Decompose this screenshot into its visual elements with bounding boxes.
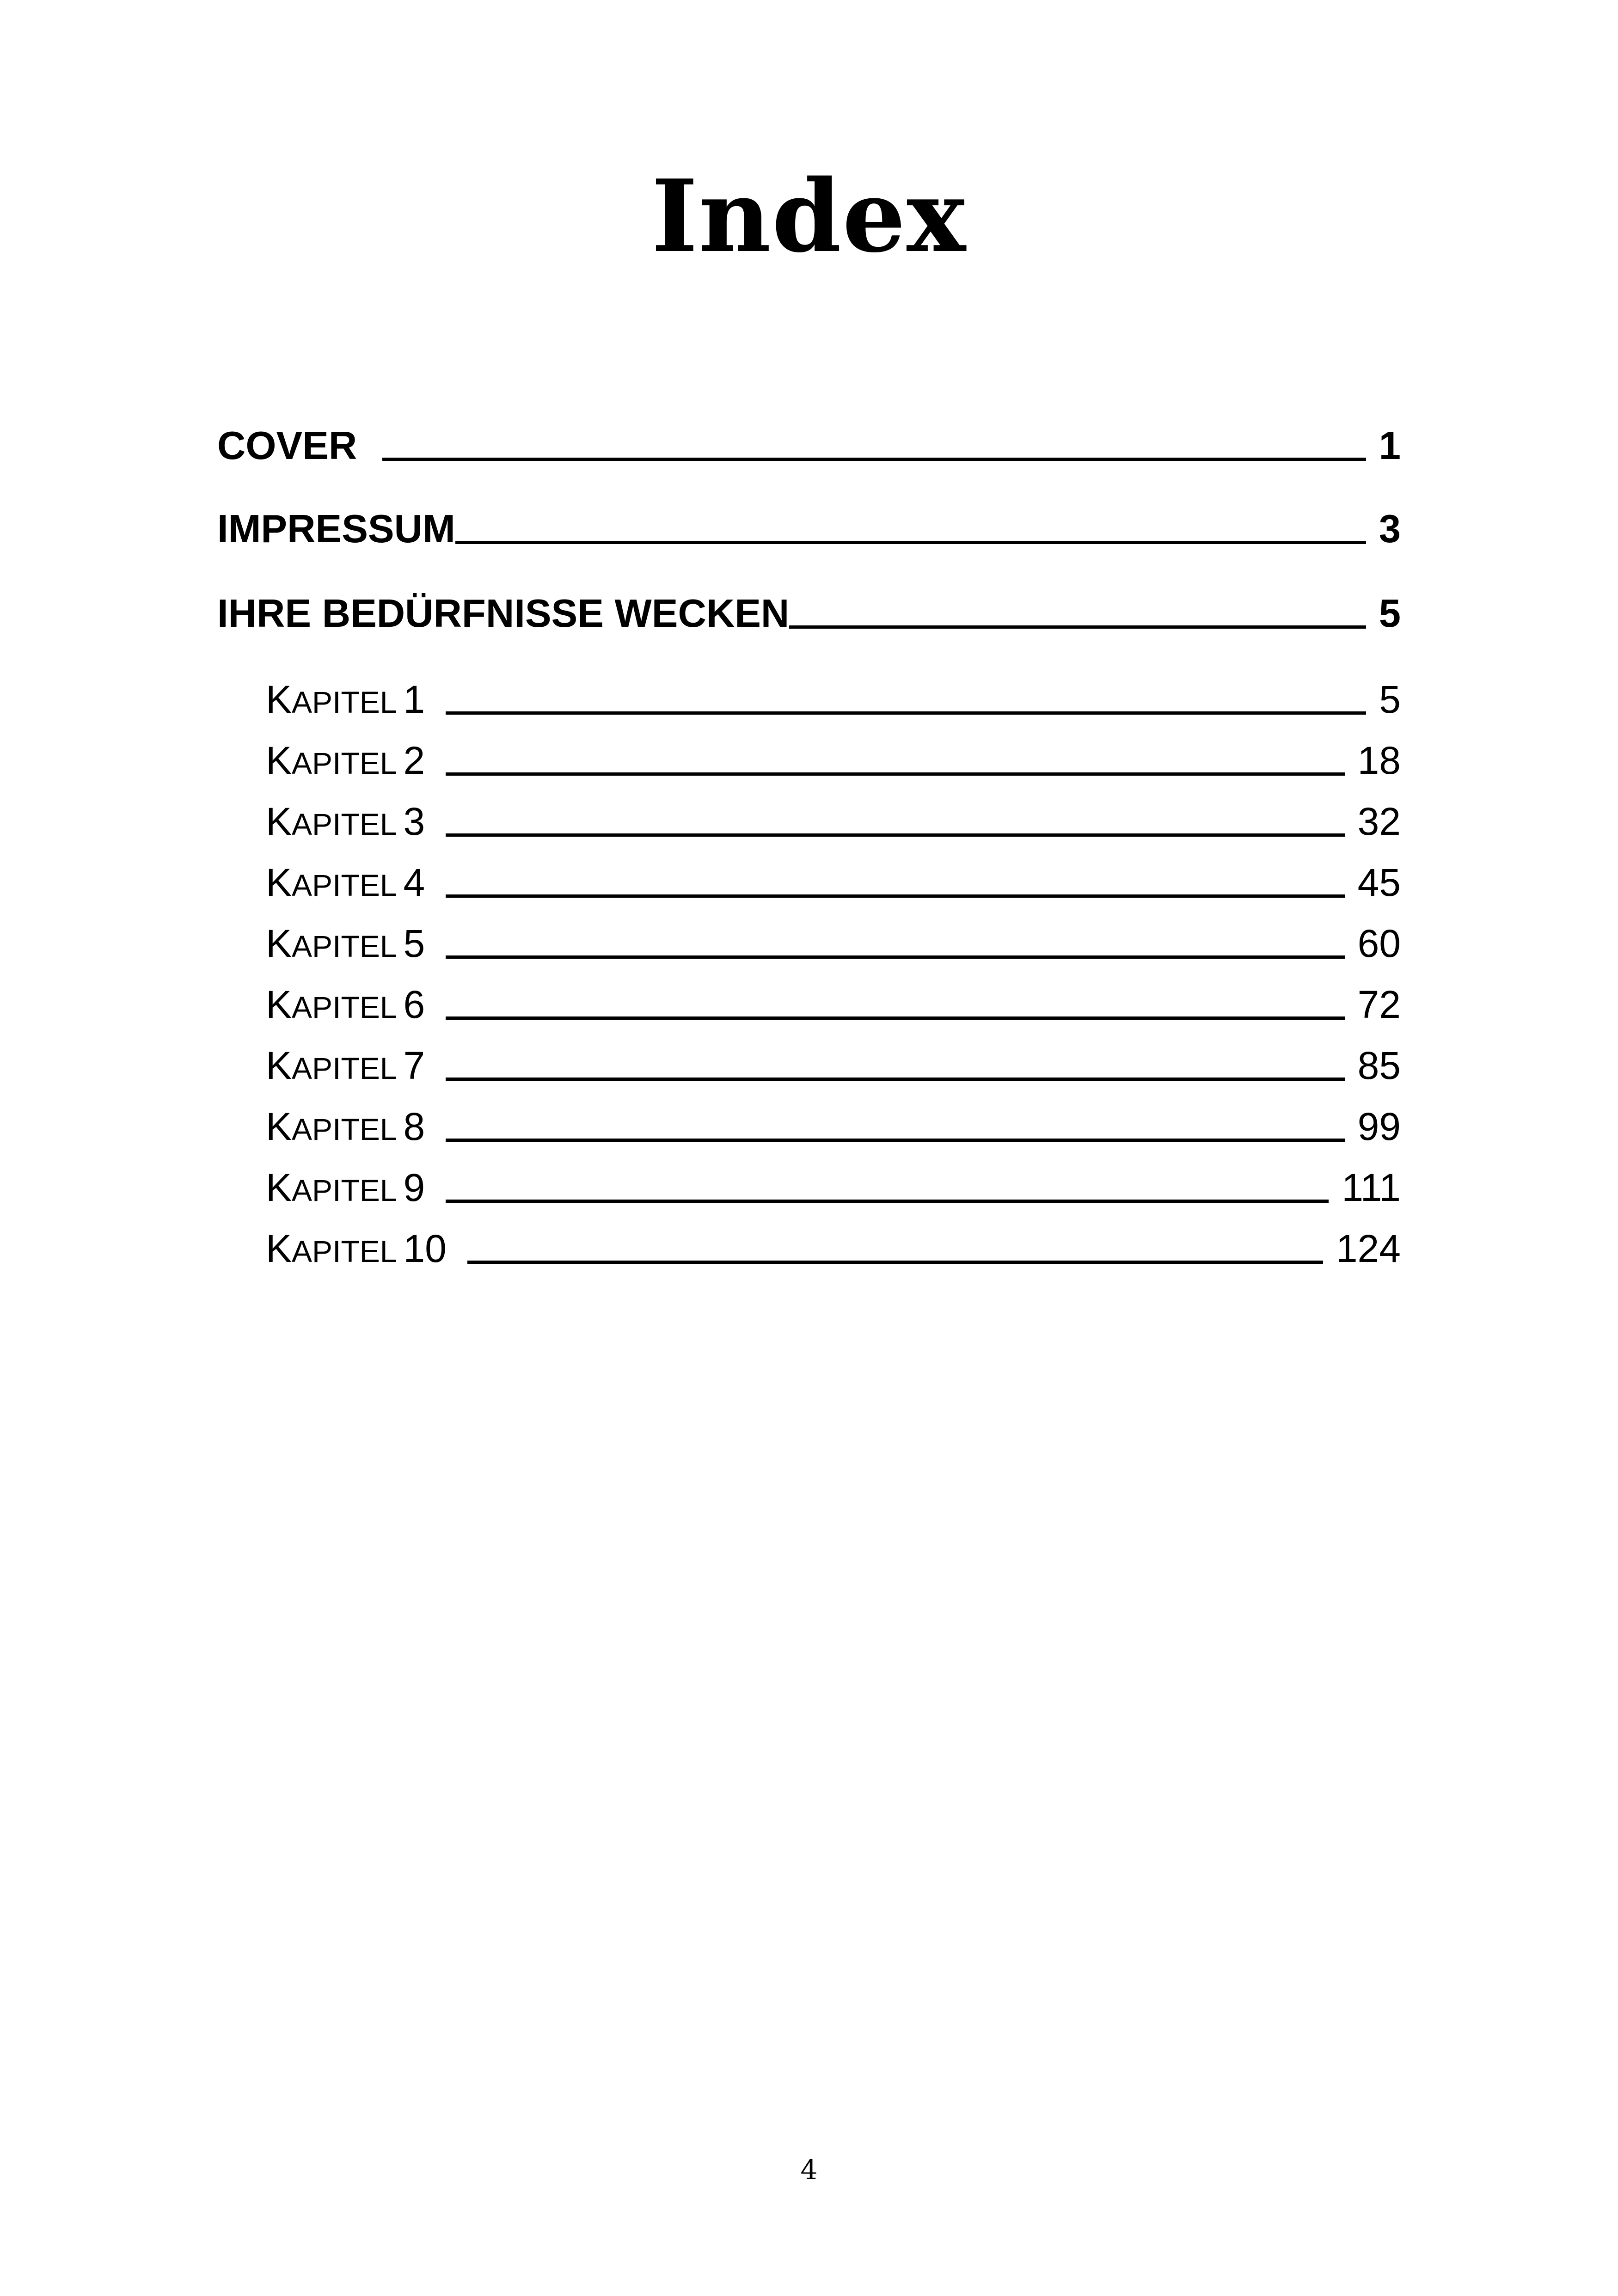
toc-chapter-page: 72 bbox=[1357, 983, 1401, 1026]
toc-entry-label: IHRE BEDÜRFNISSE WECKEN bbox=[217, 592, 790, 636]
toc-leader-line bbox=[446, 1200, 1329, 1203]
toc-chapter-label: KAPITEL 7 bbox=[266, 1044, 425, 1087]
toc-chapter-7[interactable] bbox=[266, 1042, 1401, 1091]
toc-chapter-label: KAPITEL 3 bbox=[266, 800, 425, 843]
toc-entry-label: IMPRESSUM bbox=[217, 507, 455, 551]
toc-entry-ihre-beduerfnisse-wecken[interactable] bbox=[217, 591, 1401, 637]
toc-chapter-label: KAPITEL 4 bbox=[266, 861, 425, 904]
toc-chapter-page: 60 bbox=[1357, 922, 1401, 965]
toc-leader-line bbox=[446, 1139, 1344, 1142]
toc-chapter-page: 18 bbox=[1357, 739, 1401, 782]
toc-chapter-2[interactable] bbox=[266, 737, 1401, 786]
toc-entry-page: 5 bbox=[1379, 592, 1401, 636]
toc-entry-label: COVER bbox=[217, 424, 357, 468]
toc-leader-line bbox=[446, 894, 1344, 898]
toc-chapter-8[interactable] bbox=[266, 1103, 1401, 1152]
toc-chapter-label: KAPITEL 2 bbox=[266, 739, 425, 782]
toc-leader-line bbox=[467, 1261, 1323, 1264]
toc-chapter-1[interactable] bbox=[266, 676, 1401, 725]
toc-chapter-label: KAPITEL 6 bbox=[266, 983, 425, 1026]
toc-leader-line bbox=[446, 1078, 1344, 1081]
toc-leader-line bbox=[446, 1016, 1344, 1020]
toc-leader-line bbox=[446, 711, 1366, 715]
toc-entry-page: 3 bbox=[1379, 507, 1401, 551]
toc-chapter-label: KAPITEL 5 bbox=[266, 922, 425, 965]
page-title: Index bbox=[651, 158, 967, 275]
toc-chapter-3[interactable] bbox=[266, 798, 1401, 847]
toc-chapter-9[interactable] bbox=[266, 1164, 1401, 1213]
toc-entry-cover[interactable] bbox=[217, 423, 1401, 469]
toc-leader-line bbox=[789, 625, 1366, 629]
toc-chapter-page: 99 bbox=[1357, 1105, 1401, 1148]
toc-entry-page: 1 bbox=[1379, 424, 1401, 468]
toc-leader-line bbox=[446, 772, 1344, 776]
toc-chapter-page: 5 bbox=[1379, 678, 1401, 721]
toc-chapter-label: KAPITEL 10 bbox=[266, 1227, 447, 1270]
toc-leader-line bbox=[382, 458, 1366, 461]
toc-chapter-5[interactable] bbox=[266, 920, 1401, 969]
toc-chapter-6[interactable] bbox=[266, 981, 1401, 1030]
toc-chapter-page: 45 bbox=[1357, 861, 1401, 904]
toc-chapter-label: KAPITEL 9 bbox=[266, 1166, 425, 1209]
toc-entry-impressum[interactable] bbox=[217, 506, 1401, 552]
toc-chapter-10[interactable] bbox=[266, 1225, 1401, 1274]
page-number: 4 bbox=[800, 2154, 818, 2186]
toc-chapter-4[interactable] bbox=[266, 859, 1401, 908]
toc-chapter-page: 32 bbox=[1357, 800, 1401, 843]
toc-chapter-page: 111 bbox=[1342, 1166, 1401, 1209]
toc-chapter-page: 85 bbox=[1357, 1044, 1401, 1087]
toc-leader-line bbox=[446, 833, 1344, 837]
toc-leader-line bbox=[446, 955, 1344, 959]
toc-chapter-label: KAPITEL 8 bbox=[266, 1105, 425, 1148]
toc-chapter-page: 124 bbox=[1336, 1227, 1401, 1270]
toc-chapter-label: KAPITEL 1 bbox=[266, 678, 425, 721]
toc-leader-line bbox=[455, 541, 1366, 544]
